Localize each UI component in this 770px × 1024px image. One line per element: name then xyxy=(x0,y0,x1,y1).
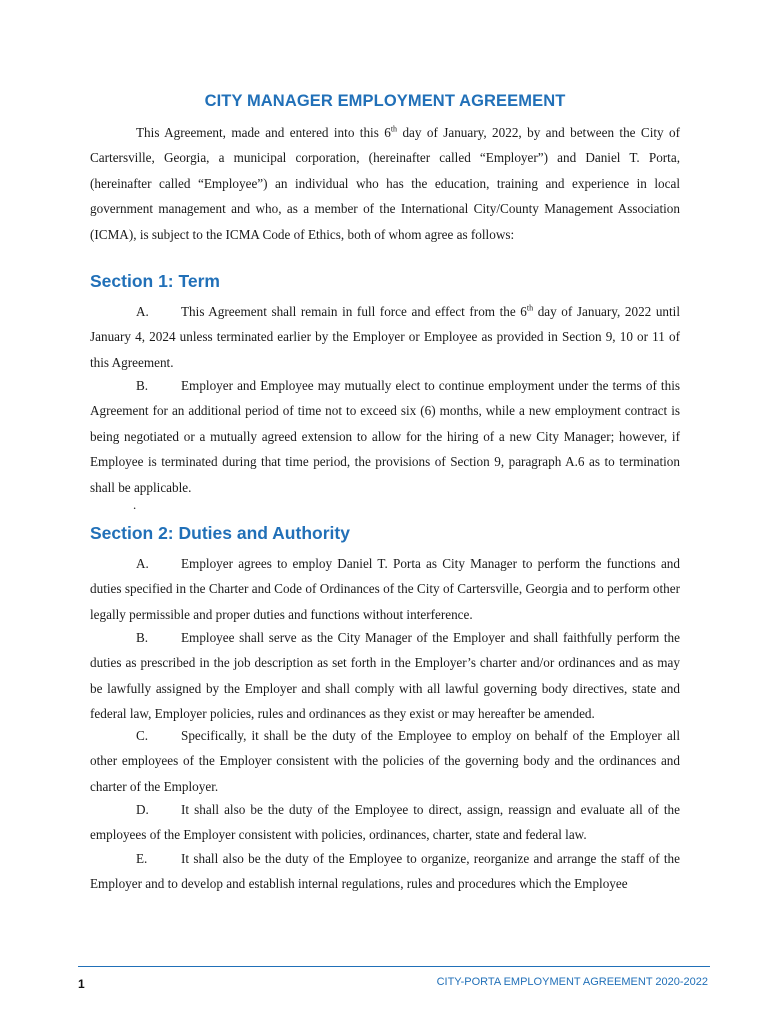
paragraph-letter: A. xyxy=(136,556,149,571)
section-1-paragraph-b: B. Employer and Employee may mutually elect to continue employment under the terms of this Agreement for an additional period of time not to exceed six (6) months, while a new employment contract is being negotiated or a mutually agreed extension to allow for the hiring of a new City Manager; however, if Employee is terminated during that time period, the provisions of Section 9, paragraph A.6 as to termination shall be applicable. xyxy=(90,373,680,500)
section-2-paragraph-b: B. Employee shall serve as the City Manager of the Employer and shall faithfully perform the duties as prescribed in the job description as set forth in the Employer’s charter and/or ordinances and as may be lawfully assigned by the Employer and shall comply with all lawful governing body directives, state and federal law, Employer policies, rules and ordinances as they exist or may hereafter be amended. xyxy=(90,625,680,727)
paragraph-letter: C. xyxy=(136,728,149,743)
section-2-paragraph-d: D. It shall also be the duty of the Employee to direct, assign, reassign and evaluate all of the employees of the Employer consistent with policies, ordinances, charter, state and federal law. xyxy=(90,797,680,848)
stray-period: . xyxy=(133,497,137,512)
footer-divider xyxy=(78,966,710,967)
ordinal-suffix: th xyxy=(390,124,398,134)
section-1-paragraph-a: A. This Agreement shall remain in full force and effect from the 6th day of January, 2022 until January 4, 2024 unless terminated earlier by the Employer or Employee as provided in Section 9, 10 or 11 of this Agreement. xyxy=(90,299,680,375)
footer-running-title: CITY-PORTA EMPLOYMENT AGREEMENT 2020-2022 xyxy=(436,976,708,988)
paragraph-letter: B. xyxy=(136,378,149,393)
paragraph-letter: B. xyxy=(136,630,149,645)
paragraph-letter: D. xyxy=(136,802,149,817)
page-number: 1 xyxy=(78,977,85,991)
section-2-paragraph-a: A. Employer agrees to employ Daniel T. Porta as City Manager to perform the functions and duties specified in the Charter and Code of Ordinances of the City of Cartersville, Georgia and to perform other legally permissible and proper duties and functions without interference. xyxy=(90,551,680,627)
section-2-paragraph-c: C. Specifically, it shall be the duty of the Employee to employ on behalf of the Employer all other employees of the Employer consistent with the policies of the governing body and the ordinances and charter of the Employer. xyxy=(90,723,680,799)
paragraph-letter: E. xyxy=(136,851,148,866)
ordinal-suffix: th xyxy=(526,303,534,313)
intro-paragraph: This Agreement, made and entered into this 6th day of January, 2022, by and between the City of Cartersville, Georgia, a municipal corporation, (hereinafter called “Employer”) and Daniel T. Porta, (hereinafter called “Employee”) an individual who has the education, training and experience in local government management and who, as a member of the International City/County Management Association (ICMA), is subject to the ICMA Code of Ethics, both of whom agree as follows: xyxy=(90,124,680,242)
section-2-heading: Section 2: Duties and Authority xyxy=(90,523,350,543)
section-1-heading: Section 1: Term xyxy=(90,271,220,291)
document-title: CITY MANAGER EMPLOYMENT AGREEMENT xyxy=(204,92,566,110)
paragraph-letter: A. xyxy=(136,304,149,319)
section-2-paragraph-e: E. It shall also be the duty of the Employee to organize, reorganize and arrange the staff of the Employer and to develop and establish internal regulations, rules and procedures which the Employee xyxy=(90,846,680,897)
